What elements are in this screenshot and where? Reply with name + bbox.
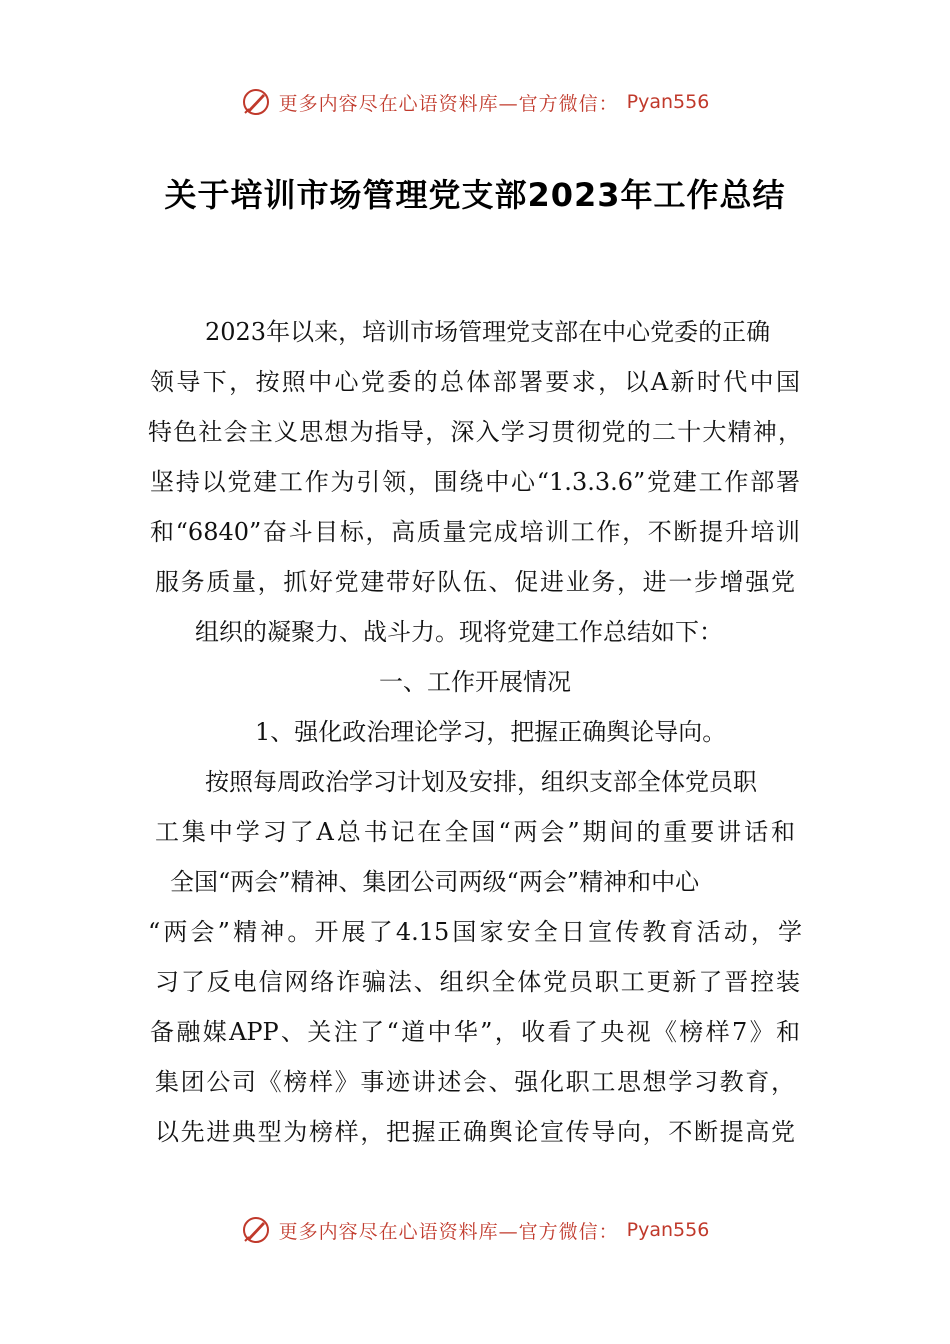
body-line-5: 和“6840”奋斗目标，高质量完成培训工作，不断提升培训 [150,518,800,546]
body-line-3: 特色社会主义思想为指导，深入学习贯彻党的二十大精神， [148,418,802,446]
subsection-heading-1: 1、强化政治理论学习，把握正确舆论导向。 [255,718,727,746]
watermark-wechat-id: Pyan556 [626,91,710,113]
body-line-13: 备融媒APP、关注了“道中华”，收看了央视《榜样7》和 [150,1018,800,1046]
watermark-header [0,82,950,122]
body-line-14: 集团公司《榜样》事迹讲述会、强化职工思想学习教育， [155,1068,795,1096]
watermark-text: 更多内容尽在心语资料库—官方微信： [278,1220,619,1243]
body-line-4: 坚持以党建工作为引领，围绕中心“1.3.3.6”党建工作部署 [150,468,800,496]
body-line-6: 服务质量，抓好党建带好队伍、促进业务，进一步增强党 [155,568,795,596]
body-line-12: 习了反电信网络诈骗法、组织全体党员职工更新了晋控装 [155,968,800,996]
watermark-text: 更多内容尽在心语资料库—官方微信： [278,92,619,115]
body-line-7: 组织的凝聚力、战斗力。现将党建工作总结如下： [195,618,723,646]
section-heading-1: 一、工作开展情况 [379,668,571,696]
watermark-footer [0,1210,950,1250]
body-line-1: 2023年以来，培训市场管理党支部在中心党委的正确 [205,318,771,346]
body-line-9: 工集中学习了A总书记在全国“两会”期间的重要讲话和 [155,818,795,846]
document-title: 关于培训市场管理党支部2023年工作总结 [164,176,786,214]
body-line-2: 领导下，按照中心党委的总体部署要求，以A新时代中国 [150,368,800,396]
quill-logo-icon [241,1215,271,1245]
body-line-8: 按照每周政治学习计划及安排，组织支部全体党员职 [205,768,757,796]
body-line-11: “两会”精神。开展了4.15国家安全日宣传教育活动，学 [148,918,802,946]
body-line-15: 以先进典型为榜样，把握正确舆论宣传导向，不断提高党 [155,1118,795,1146]
body-line-10: 全国“两会”精神、集团公司两级“两会”精神和中心 [170,868,700,896]
quill-logo-icon [241,87,271,117]
watermark-wechat-id: Pyan556 [626,1219,710,1241]
